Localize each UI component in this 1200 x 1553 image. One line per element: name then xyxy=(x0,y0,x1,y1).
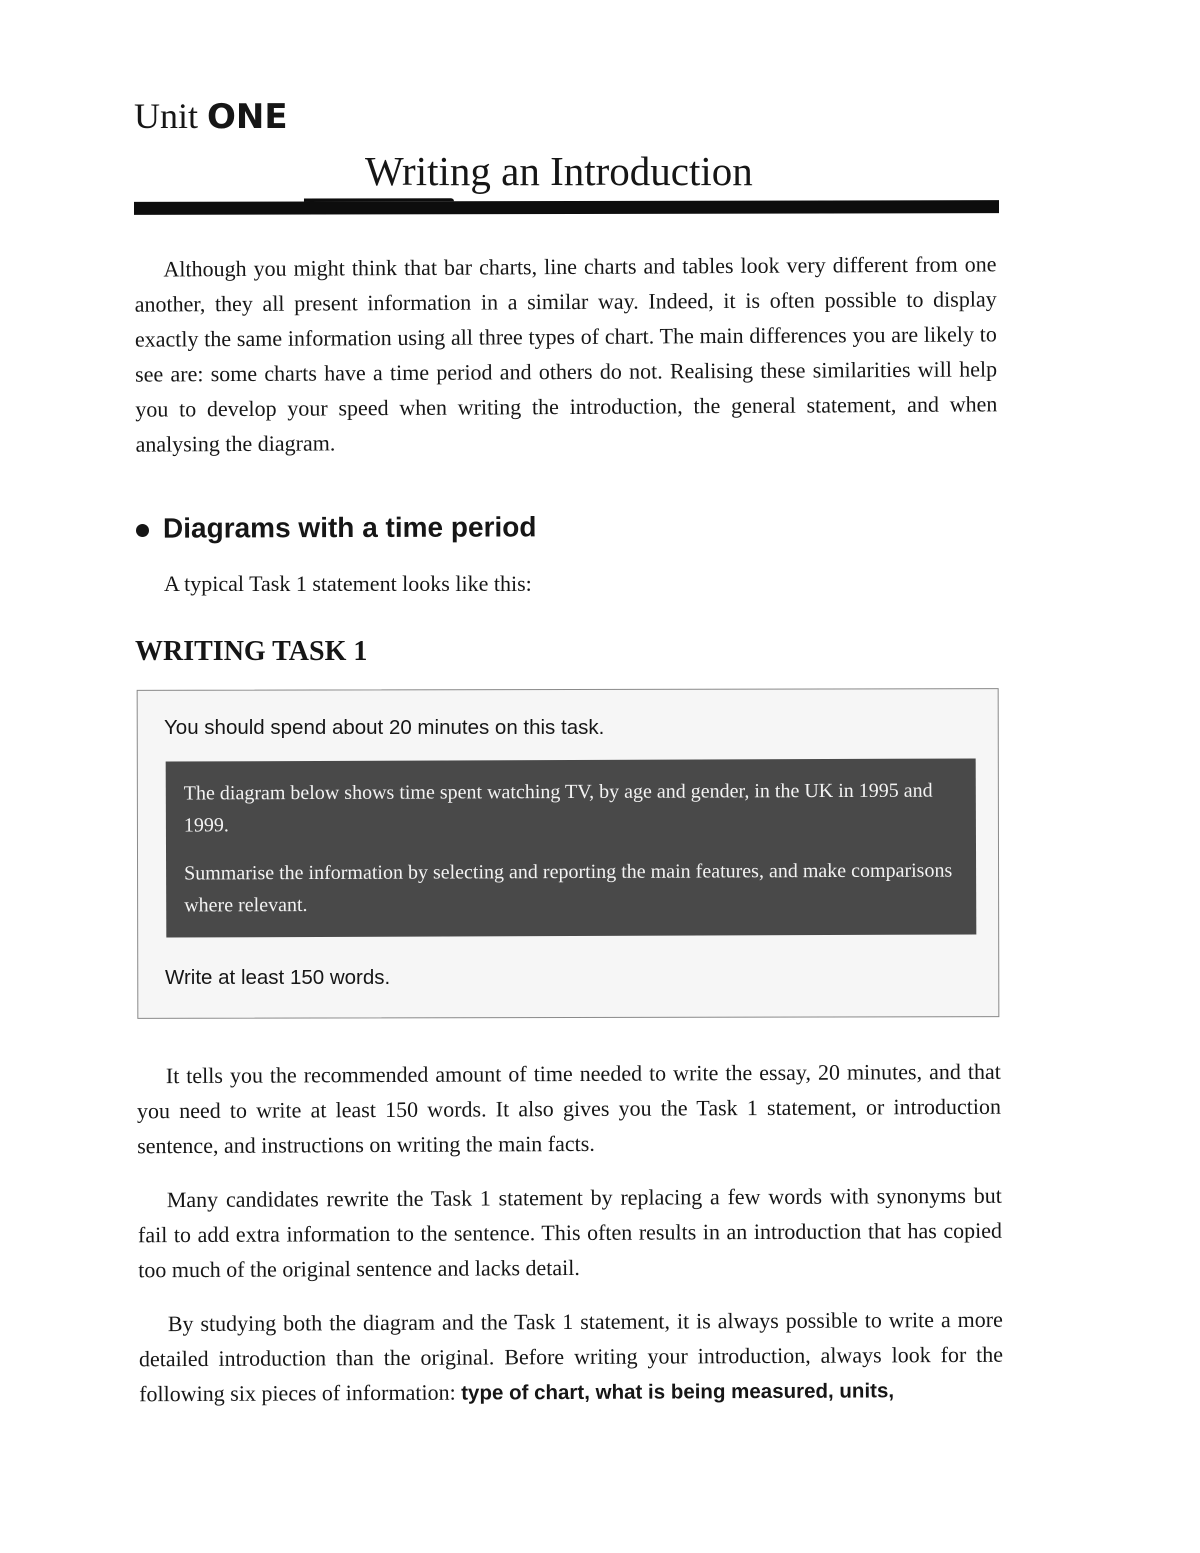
candidates-paragraph: Many candidates rewrite the Task 1 statement by replacing a few words with synonyms but fail to add extra information to the sentence. This often results in an introduction that has copied too much of the original sentence and lacks detail. xyxy=(137,1182,1003,1283)
studying-paragraph-text: By studying both the diagram and the Task 1 statement, it is always possible to write a more detailed introduction than the original. Before writing your introduction, always look for the following six pieces of information: xyxy=(138,1306,1004,1407)
studying-paragraph xyxy=(139,1302,1004,1413)
unit-word: Unit xyxy=(134,96,199,136)
task-statement: The diagram below shows time spent watching TV, by age and gender, in the UK in 1995 and 1999. xyxy=(183,779,933,837)
explanation-paragraph: It tells you the recommended amount of time needed to write the essay, 20 minutes, and that you need to write at least 150 words. It also gives you the Task 1 statement, or introduction sentence, and instructions on writing the main facts. xyxy=(136,1058,1002,1159)
key-information-list: type of chart, what is being measured, units, xyxy=(461,1379,895,1405)
section-lead-text: A typical Task 1 statement looks like this: xyxy=(164,571,532,596)
task-time-instruction: You should spend about 20 minutes on this task. xyxy=(164,716,605,739)
unit-label xyxy=(134,92,288,141)
task-instruction: Summarise the information by selecting and reporting the main features, and make comparisons where relevant. xyxy=(184,859,953,917)
writing-task-heading: WRITING TASK 1 xyxy=(135,636,368,667)
section-heading: Diagrams with a time period xyxy=(162,511,537,544)
task-statement-panel xyxy=(166,758,977,937)
chapter-title: Writing an Introduction xyxy=(365,148,753,194)
task-word-limit: Write at least 150 words. xyxy=(165,966,391,989)
title-rule xyxy=(134,200,999,215)
bullet-icon xyxy=(136,524,149,537)
intro-paragraph: Although you might think that bar charts, line charts and tables look very different from one another, they all present information in a similar way. Indeed, it is often possible to display exactly the same information using all three types of chart. The main differences you are likely to see are: some charts have a time period and others do not. Realising these similarities will help you to develop your speed when writing the introduction, the general statement, and when analysing the diagram. xyxy=(134,251,998,457)
unit-number: ONE xyxy=(207,97,288,137)
